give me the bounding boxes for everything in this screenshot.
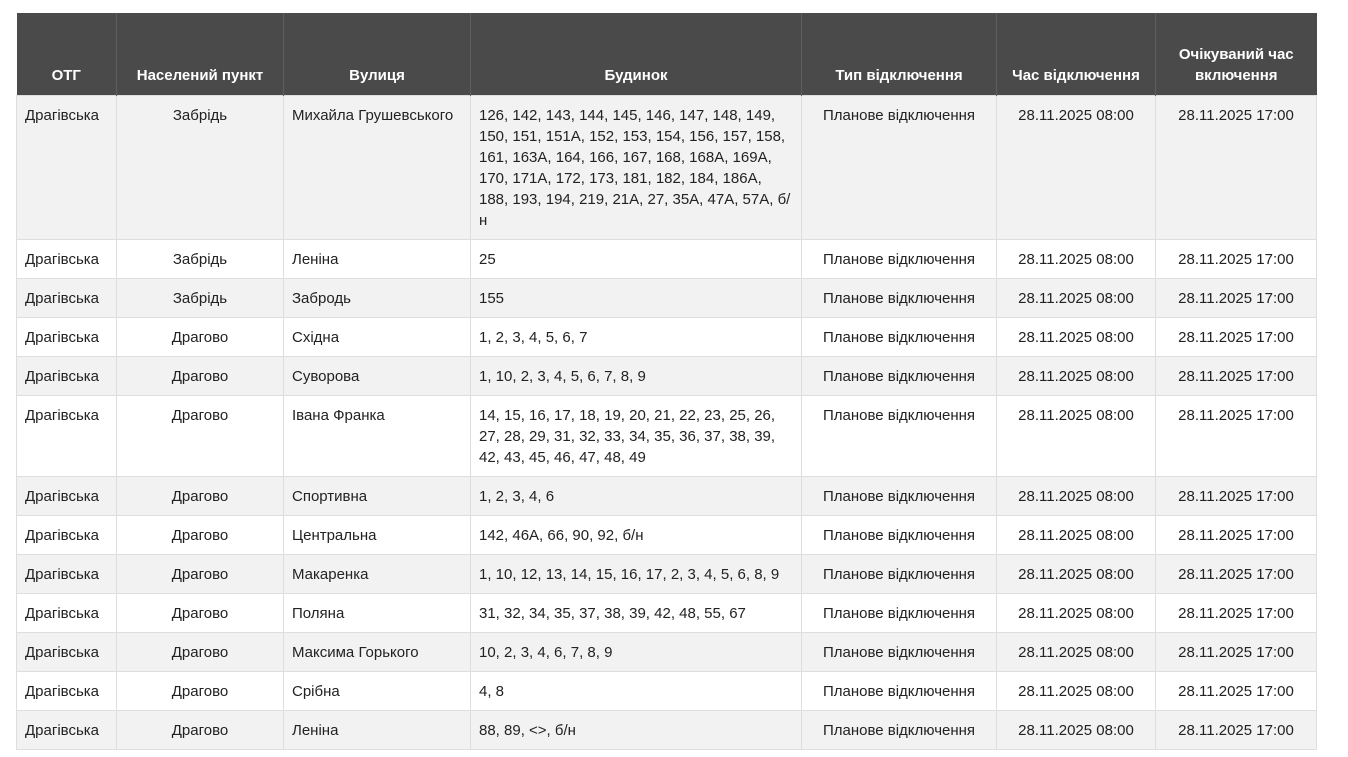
table-row xyxy=(17,515,1317,554)
cell-settlement: Забрідь xyxy=(117,95,284,239)
cell-otg: Драгівська xyxy=(17,710,117,749)
table-row xyxy=(17,632,1317,671)
cell-on-time: 28.11.2025 17:00 xyxy=(1156,476,1317,515)
cell-otg: Драгівська xyxy=(17,671,117,710)
cell-outage-type: Планове відключення xyxy=(802,395,997,476)
cell-off-time: 28.11.2025 08:00 xyxy=(997,476,1156,515)
header-street: Вулиця xyxy=(284,13,471,95)
cell-off-time: 28.11.2025 08:00 xyxy=(997,239,1156,278)
cell-settlement: Забрідь xyxy=(117,278,284,317)
cell-off-time: 28.11.2025 08:00 xyxy=(997,515,1156,554)
cell-otg: Драгівська xyxy=(17,95,117,239)
outage-table xyxy=(16,13,1317,750)
cell-otg: Драгівська xyxy=(17,356,117,395)
cell-settlement: Драгово xyxy=(117,671,284,710)
table-row xyxy=(17,671,1317,710)
cell-settlement: Драгово xyxy=(117,554,284,593)
cell-settlement: Драгово xyxy=(117,476,284,515)
cell-building: 4, 8 xyxy=(471,671,802,710)
cell-settlement: Драгово xyxy=(117,515,284,554)
table-row xyxy=(17,317,1317,356)
cell-on-time: 28.11.2025 17:00 xyxy=(1156,395,1317,476)
table-row xyxy=(17,95,1317,239)
cell-settlement: Драгово xyxy=(117,356,284,395)
cell-street: Срібна xyxy=(284,671,471,710)
cell-street: Східна xyxy=(284,317,471,356)
cell-on-time: 28.11.2025 17:00 xyxy=(1156,95,1317,239)
cell-outage-type: Планове відключення xyxy=(802,95,997,239)
cell-off-time: 28.11.2025 08:00 xyxy=(997,395,1156,476)
cell-building: 14, 15, 16, 17, 18, 19, 20, 21, 22, 23, 25, 26, 27, 28, 29, 31, 32, 33, 34, 35, 36, 37, 38, 39, 42, 43, 45, 46, 47, 48, 49 xyxy=(471,395,802,476)
cell-off-time: 28.11.2025 08:00 xyxy=(997,278,1156,317)
cell-otg: Драгівська xyxy=(17,554,117,593)
table-row xyxy=(17,356,1317,395)
cell-building: 88, 89, <>, б/н xyxy=(471,710,802,749)
cell-off-time: 28.11.2025 08:00 xyxy=(997,710,1156,749)
cell-outage-type: Планове відключення xyxy=(802,632,997,671)
cell-on-time: 28.11.2025 17:00 xyxy=(1156,671,1317,710)
cell-on-time: 28.11.2025 17:00 xyxy=(1156,239,1317,278)
cell-outage-type: Планове відключення xyxy=(802,278,997,317)
table-row xyxy=(17,710,1317,749)
table-row xyxy=(17,395,1317,476)
cell-settlement: Драгово xyxy=(117,710,284,749)
cell-otg: Драгівська xyxy=(17,239,117,278)
cell-settlement: Драгово xyxy=(117,317,284,356)
cell-on-time: 28.11.2025 17:00 xyxy=(1156,317,1317,356)
cell-otg: Драгівська xyxy=(17,515,117,554)
header-on-time: Очікуваний час включення xyxy=(1156,13,1317,95)
cell-off-time: 28.11.2025 08:00 xyxy=(997,95,1156,239)
cell-off-time: 28.11.2025 08:00 xyxy=(997,554,1156,593)
cell-street: Максима Горького xyxy=(284,632,471,671)
table-header xyxy=(17,13,1317,95)
cell-street: Центральна xyxy=(284,515,471,554)
cell-street: Суворова xyxy=(284,356,471,395)
cell-street: Михайла Грушевського xyxy=(284,95,471,239)
cell-building: 1, 2, 3, 4, 6 xyxy=(471,476,802,515)
cell-building: 142, 46А, 66, 90, 92, б/н xyxy=(471,515,802,554)
cell-street: Леніна xyxy=(284,710,471,749)
cell-street: Леніна xyxy=(284,239,471,278)
header-building: Будинок xyxy=(471,13,802,95)
cell-on-time: 28.11.2025 17:00 xyxy=(1156,278,1317,317)
cell-outage-type: Планове відключення xyxy=(802,515,997,554)
header-off-time: Час відключення xyxy=(997,13,1156,95)
cell-otg: Драгівська xyxy=(17,593,117,632)
cell-on-time: 28.11.2025 17:00 xyxy=(1156,632,1317,671)
cell-street: Івана Франка xyxy=(284,395,471,476)
cell-otg: Драгівська xyxy=(17,476,117,515)
cell-building: 155 xyxy=(471,278,802,317)
outage-table-container xyxy=(16,13,1316,750)
cell-building: 25 xyxy=(471,239,802,278)
cell-outage-type: Планове відключення xyxy=(802,356,997,395)
cell-street: Поляна xyxy=(284,593,471,632)
cell-street: Макаренка xyxy=(284,554,471,593)
cell-on-time: 28.11.2025 17:00 xyxy=(1156,593,1317,632)
cell-building: 1, 2, 3, 4, 5, 6, 7 xyxy=(471,317,802,356)
cell-off-time: 28.11.2025 08:00 xyxy=(997,632,1156,671)
header-outage-type: Тип відключення xyxy=(802,13,997,95)
table-body xyxy=(17,95,1317,749)
cell-on-time: 28.11.2025 17:00 xyxy=(1156,554,1317,593)
cell-off-time: 28.11.2025 08:00 xyxy=(997,671,1156,710)
cell-outage-type: Планове відключення xyxy=(802,710,997,749)
cell-building: 1, 10, 12, 13, 14, 15, 16, 17, 2, 3, 4, 5, 6, 8, 9 xyxy=(471,554,802,593)
cell-building: 10, 2, 3, 4, 6, 7, 8, 9 xyxy=(471,632,802,671)
table-row xyxy=(17,593,1317,632)
cell-on-time: 28.11.2025 17:00 xyxy=(1156,710,1317,749)
cell-off-time: 28.11.2025 08:00 xyxy=(997,356,1156,395)
cell-settlement: Забрідь xyxy=(117,239,284,278)
cell-off-time: 28.11.2025 08:00 xyxy=(997,317,1156,356)
cell-street: Спортивна xyxy=(284,476,471,515)
header-settlement: Населений пункт xyxy=(117,13,284,95)
table-row xyxy=(17,278,1317,317)
cell-outage-type: Планове відключення xyxy=(802,317,997,356)
cell-off-time: 28.11.2025 08:00 xyxy=(997,593,1156,632)
header-otg: ОТГ xyxy=(17,13,117,95)
cell-on-time: 28.11.2025 17:00 xyxy=(1156,515,1317,554)
cell-outage-type: Планове відключення xyxy=(802,593,997,632)
cell-building: 126, 142, 143, 144, 145, 146, 147, 148, 149, 150, 151, 151А, 152, 153, 154, 156, 157, 158, 161, 163А, 164, 166, 167, 168, 168А, 169А, 170, 171А, 172, 173, 181, 182, 184, 186А, 188, 193, 194, 219, 21А, 27, 35А, 47А, 57А, б/н xyxy=(471,95,802,239)
cell-otg: Драгівська xyxy=(17,632,117,671)
cell-building: 1, 10, 2, 3, 4, 5, 6, 7, 8, 9 xyxy=(471,356,802,395)
cell-settlement: Драгово xyxy=(117,593,284,632)
table-row xyxy=(17,554,1317,593)
cell-outage-type: Планове відключення xyxy=(802,476,997,515)
cell-otg: Драгівська xyxy=(17,278,117,317)
cell-outage-type: Планове відключення xyxy=(802,554,997,593)
cell-street: Забродь xyxy=(284,278,471,317)
header-row xyxy=(17,13,1317,95)
cell-outage-type: Планове відключення xyxy=(802,671,997,710)
cell-settlement: Драгово xyxy=(117,632,284,671)
cell-otg: Драгівська xyxy=(17,317,117,356)
cell-settlement: Драгово xyxy=(117,395,284,476)
cell-outage-type: Планове відключення xyxy=(802,239,997,278)
table-row xyxy=(17,476,1317,515)
table-row xyxy=(17,239,1317,278)
cell-building: 31, 32, 34, 35, 37, 38, 39, 42, 48, 55, 67 xyxy=(471,593,802,632)
cell-on-time: 28.11.2025 17:00 xyxy=(1156,356,1317,395)
cell-otg: Драгівська xyxy=(17,395,117,476)
